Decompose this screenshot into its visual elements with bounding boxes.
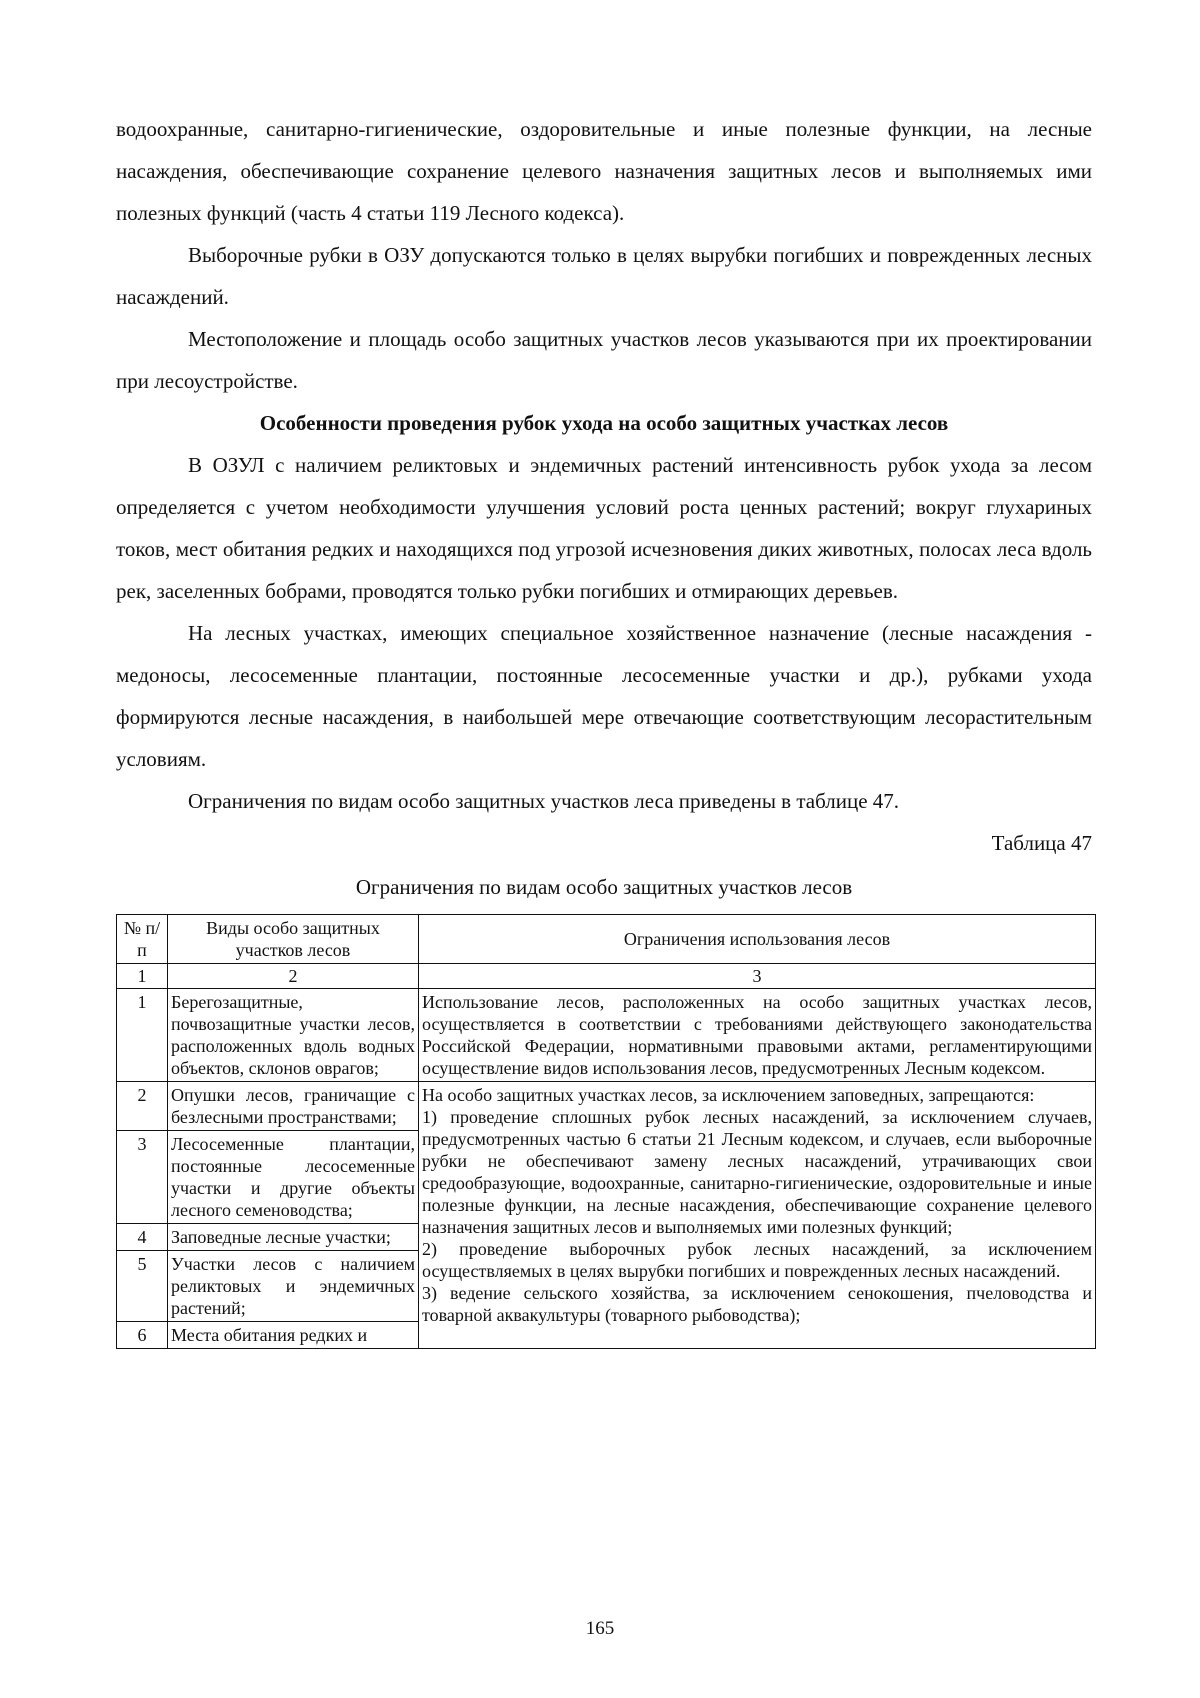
row-kind: Лесосеменные плантации, постоянные лесосеменные участки и другие объекты лесного семеноводства; <box>168 1131 419 1224</box>
restrictions-table <box>116 914 1096 1349</box>
col-number-1: 1 <box>117 964 168 989</box>
table-number: Таблица 47 <box>991 831 1092 855</box>
prohibition-item: 2) проведение выборочных рубок лесных насаждений, за исключением осуществляемых в целях вырубки погибших и поврежденных лесных насаждений. <box>422 1239 1092 1281</box>
row-kind: Заповедные лесные участки; <box>168 1224 419 1251</box>
paragraph-3: Местоположение и площадь особо защитных участков лесов указываются при их проектировании при лесоустройстве. <box>116 327 1092 393</box>
col-number-2: 2 <box>168 964 419 989</box>
header-restrictions: Ограничения использования лесов <box>419 915 1096 964</box>
header-kind: Виды особо защитных участков лесов <box>168 915 419 964</box>
paragraph-1: водоохранные, санитарно-гигиенические, оздоровительные и иные полезные функции, на лесные насаждения, обеспечивающие сохранение целевого назначения защитных лесов и выполняемых ими полезных функций (часть 4 статьи 119 Лесного кодекса). <box>116 117 1092 225</box>
row-kind: Участки лесов с наличием реликтовых и эндемичных растений; <box>168 1251 419 1322</box>
prohibition-item: 3) ведение сельского хозяйства, за исключением сенокошения, пчеловодства и товарной аквакультуры (товарного рыбоводства); <box>422 1283 1092 1325</box>
restriction-general: Использование лесов, расположенных на особо защитных участках лесов, осуществляется в соответствии с требованиями действующего законодательства Российской Федерации, нормативными правовыми актами, регламентирующими осуществление видов использования лесов, предусмотренных Лесным кодексом. <box>419 989 1096 1082</box>
column-number-row <box>117 964 1096 989</box>
col-number-3: 3 <box>419 964 1096 989</box>
row-kind: Берегозащитные, почвозащитные участки лесов, расположенных вдоль водных объектов, склонов оврагов; <box>168 989 419 1082</box>
prohibition-item: 1) проведение сплошных рубок лесных насаждений, за исключением случаев, предусмотренных частью 6 статьи 21 Лесным кодексом, и случаев, если выборочные рубки не обеспечивают замену лесных насаждений, утрачивающих свои средообразующие, водоохранные, санитарно-гигиенические, оздоровительные и иные полезные функции, на лесные насаждения, обеспечивающие сохранение целевого назначения защитных лесов и выполняемых ими полезных функций; <box>422 1107 1092 1237</box>
row-number: 2 <box>117 1082 168 1131</box>
table-caption: Ограничения по видам особо защитных участков лесов <box>355 875 853 899</box>
paragraph-2: Выборочные рубки в ОЗУ допускаются только в целях вырубки погибших и поврежденных лесных насаждений. <box>116 243 1092 309</box>
row-number: 4 <box>117 1224 168 1251</box>
section-title: Особенности проведения рубок ухода на особо защитных участках лесов <box>259 411 949 435</box>
paragraph-6: Ограничения по видам особо защитных участков леса приведены в таблице 47. <box>188 789 900 813</box>
row-kind: Опушки лесов, граничащие с безлесными пространствами; <box>168 1082 419 1131</box>
paragraph-4: В ОЗУЛ с наличием реликтовых и эндемичных растений интенсивность рубок ухода за лесом определяется с учетом необходимости улучшения условий роста ценных растений; вокруг глухариных токов, мест обитания редких и находящихся под угрозой исчезновения диких животных, полосах леса вдоль рек, заселенных бобрами, проводятся только рубки погибших и отмирающих деревьев. <box>116 453 1092 603</box>
table-header-row <box>117 915 1096 964</box>
prohibitions-intro: На особо защитных участках лесов, за исключением заповедных, запрещаются: <box>422 1085 1035 1105</box>
paragraph-5: На лесных участках, имеющих специальное хозяйственное назначение (лесные насаждения - медоносы, лесосеменные плантации, постоянные лесосеменные участки и др.), рубками ухода формируются лесные насаждения, в наибольшей мере отвечающие соответствующим лесорастительным условиям. <box>116 621 1092 771</box>
row-number: 5 <box>117 1251 168 1322</box>
row-number: 1 <box>117 989 168 1082</box>
row-kind: Места обитания редких и <box>168 1322 419 1349</box>
table-row <box>117 1082 1096 1131</box>
row-number: 6 <box>117 1322 168 1349</box>
document-page <box>116 108 1092 1349</box>
header-number: № п/п <box>117 915 168 964</box>
page-number: 165 <box>585 1618 615 1639</box>
row-number: 3 <box>117 1131 168 1224</box>
table-row <box>117 989 1096 1082</box>
restriction-prohibitions <box>419 1082 1096 1349</box>
